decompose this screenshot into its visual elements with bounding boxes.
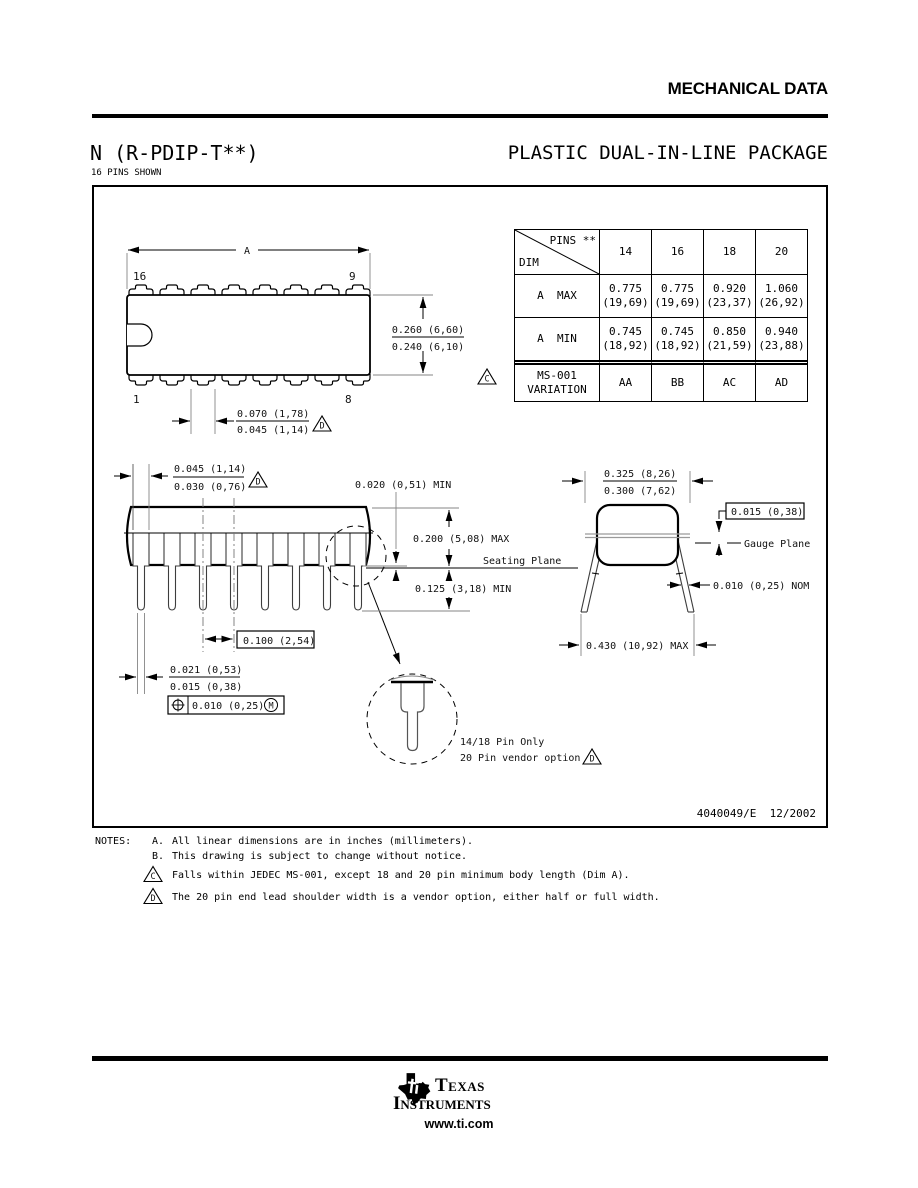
doc-type-heading: MECHANICAL DATA <box>667 79 828 98</box>
row-spacing-max: 0.325 (8,26) <box>604 469 677 480</box>
dim-lead-tip-width <box>119 613 242 694</box>
svg-text:C: C <box>150 872 156 882</box>
svg-text:D: D <box>319 421 325 432</box>
cell-variation-18: AC <box>703 360 755 401</box>
seated-height-max: 0.200 (5,08) MAX <box>413 534 510 545</box>
package-code-title: N (R-PDIP-T**) <box>90 141 259 165</box>
dim-body-height <box>373 295 464 375</box>
note-a-label: A. <box>152 836 165 847</box>
dim-lead-length <box>362 570 511 611</box>
pin1-index-notch <box>127 324 152 346</box>
cell-a-max-14: 0.775 (19,69) <box>599 274 651 317</box>
cell-a-min-20: 0.940 (23,88) <box>755 317 807 360</box>
top-view <box>127 246 464 436</box>
gauge-plane-label: Gauge Plane <box>744 539 811 550</box>
col-header-14: 14 <box>599 230 651 274</box>
cell-variation-16: BB <box>651 360 703 401</box>
lead-thickness-nom: 0.010 (0,25) NOM <box>713 581 810 592</box>
end-view <box>559 469 810 656</box>
dim-overall-width <box>559 614 716 656</box>
body-height-min: 0.240 (6,10) <box>391 342 465 353</box>
pin-number-8: 8 <box>345 393 352 406</box>
lead-pitch: 0.100 (2,54) <box>243 636 316 647</box>
pin-number-1: 1 <box>133 393 140 406</box>
shoulder-width-max: 0.070 (1,78) <box>237 409 310 420</box>
pins-shown-label: 16 PINS SHOWN <box>91 168 162 178</box>
cell-a-max-16: 0.775 (19,69) <box>651 274 703 317</box>
note-c-triangle-icon <box>478 369 496 385</box>
notes-heading: NOTES: <box>95 836 132 847</box>
cell-a-min-14: 0.745 (18,92) <box>599 317 651 360</box>
note-d-triangle-icon <box>313 416 331 432</box>
footer-rule <box>92 1056 828 1061</box>
corner-pins-label: PINS ** <box>549 234 596 247</box>
detail-leader-line <box>368 582 400 664</box>
pin-number-16: 16 <box>133 270 147 283</box>
dimension-table <box>514 229 808 402</box>
lead-width-max: 0.045 (1,14) <box>174 464 247 475</box>
cell-a-max-20: 1.060 (26,92) <box>755 274 807 317</box>
corner-dim-label: DIM <box>519 256 539 270</box>
dim-a-label: A <box>243 246 251 257</box>
cell-a-min-18: 0.850 (21,59) <box>703 317 755 360</box>
cell-a-min-16: 0.745 (18,92) <box>651 317 703 360</box>
gauge-offset-value: 0.015 (0,38) <box>731 507 804 518</box>
ti-logo <box>393 1072 525 1118</box>
note-a-text: All linear dimensions are in inches (millimeters). <box>172 836 474 847</box>
lead-length-min: 0.125 (3,18) MIN <box>415 584 512 595</box>
col-header-16: 16 <box>651 230 703 274</box>
position-tolerance-frame <box>168 696 284 714</box>
col-header-18: 18 <box>703 230 755 274</box>
package-body-top-view <box>127 295 370 375</box>
svg-text:D: D <box>255 477 261 488</box>
note-b-label: B. <box>152 851 165 862</box>
dim-lead-shoulder-width <box>172 389 331 436</box>
drawing-frame <box>92 185 828 828</box>
package-type-title: PLASTIC DUAL-IN-LINE PACKAGE <box>507 142 828 164</box>
row-label-a-min: A MIN <box>515 317 599 360</box>
note-c-triangle-icon <box>141 865 165 883</box>
row-spacing-min: 0.300 (7,62) <box>604 486 677 497</box>
cell-variation-20: AD <box>755 360 807 401</box>
table-corner-cell <box>515 230 599 274</box>
standoff-min: 0.020 (0,51) MIN <box>355 480 452 491</box>
brand-name-instruments: Instruments <box>393 1093 491 1114</box>
note-d-triangle-icon <box>141 887 165 905</box>
pin-number-9: 9 <box>349 270 356 283</box>
detail-note-line2: 20 Pin vendor option <box>460 753 581 764</box>
note-c-text: Falls within JEDEC MS-001, except 18 and 20 pin minimum body length (Dim A). <box>172 870 630 881</box>
package-body-end-view <box>597 505 678 565</box>
note-d-text: The 20 pin end lead shoulder width is a vendor option, either half or full width. <box>172 892 660 903</box>
position-tolerance-value: 0.010 (0,25) <box>192 701 265 712</box>
note-d-triangle-icon <box>583 749 601 765</box>
detail-note-line1: 14/18 Pin Only <box>460 737 545 748</box>
cell-a-max-18: 0.920 (23,37) <box>703 274 755 317</box>
cell-variation-14: AA <box>599 360 651 401</box>
row-label-a-max: A MAX <box>515 274 599 317</box>
shoulder-width-min: 0.045 (1,14) <box>237 425 310 436</box>
tip-width-min: 0.015 (0,38) <box>170 682 243 693</box>
svg-text:D: D <box>150 894 156 904</box>
brand-name-texas: Texas <box>435 1075 485 1096</box>
drawing-number: 4040049/E 12/2002 <box>696 807 816 820</box>
svg-text:D: D <box>589 754 595 765</box>
lead-width-min: 0.030 (0,76) <box>174 482 247 493</box>
header-rule <box>92 114 828 118</box>
website-url: www.ti.com <box>424 1117 494 1131</box>
detail-view <box>367 674 601 765</box>
note-d-triangle-icon <box>249 472 267 488</box>
dim-a-overall-length <box>127 246 370 289</box>
detail-pin-outline <box>401 683 424 751</box>
svg-text:C: C <box>484 374 490 385</box>
note-b-text: This drawing is subject to change without notice. <box>172 851 468 862</box>
body-height-max: 0.260 (6,60) <box>391 325 465 336</box>
dim-row-spacing <box>562 469 713 503</box>
svg-text:M: M <box>268 701 274 712</box>
col-header-20: 20 <box>755 230 807 274</box>
row-label-variation: MS-001 VARIATION <box>515 360 599 401</box>
seating-plane-label: Seating Plane <box>483 556 562 567</box>
tip-width-max: 0.021 (0,53) <box>170 665 243 676</box>
overall-width-max: 0.430 (10,92) MAX <box>586 641 689 652</box>
side-view <box>114 464 578 714</box>
dim-lead-pitch <box>205 631 315 648</box>
